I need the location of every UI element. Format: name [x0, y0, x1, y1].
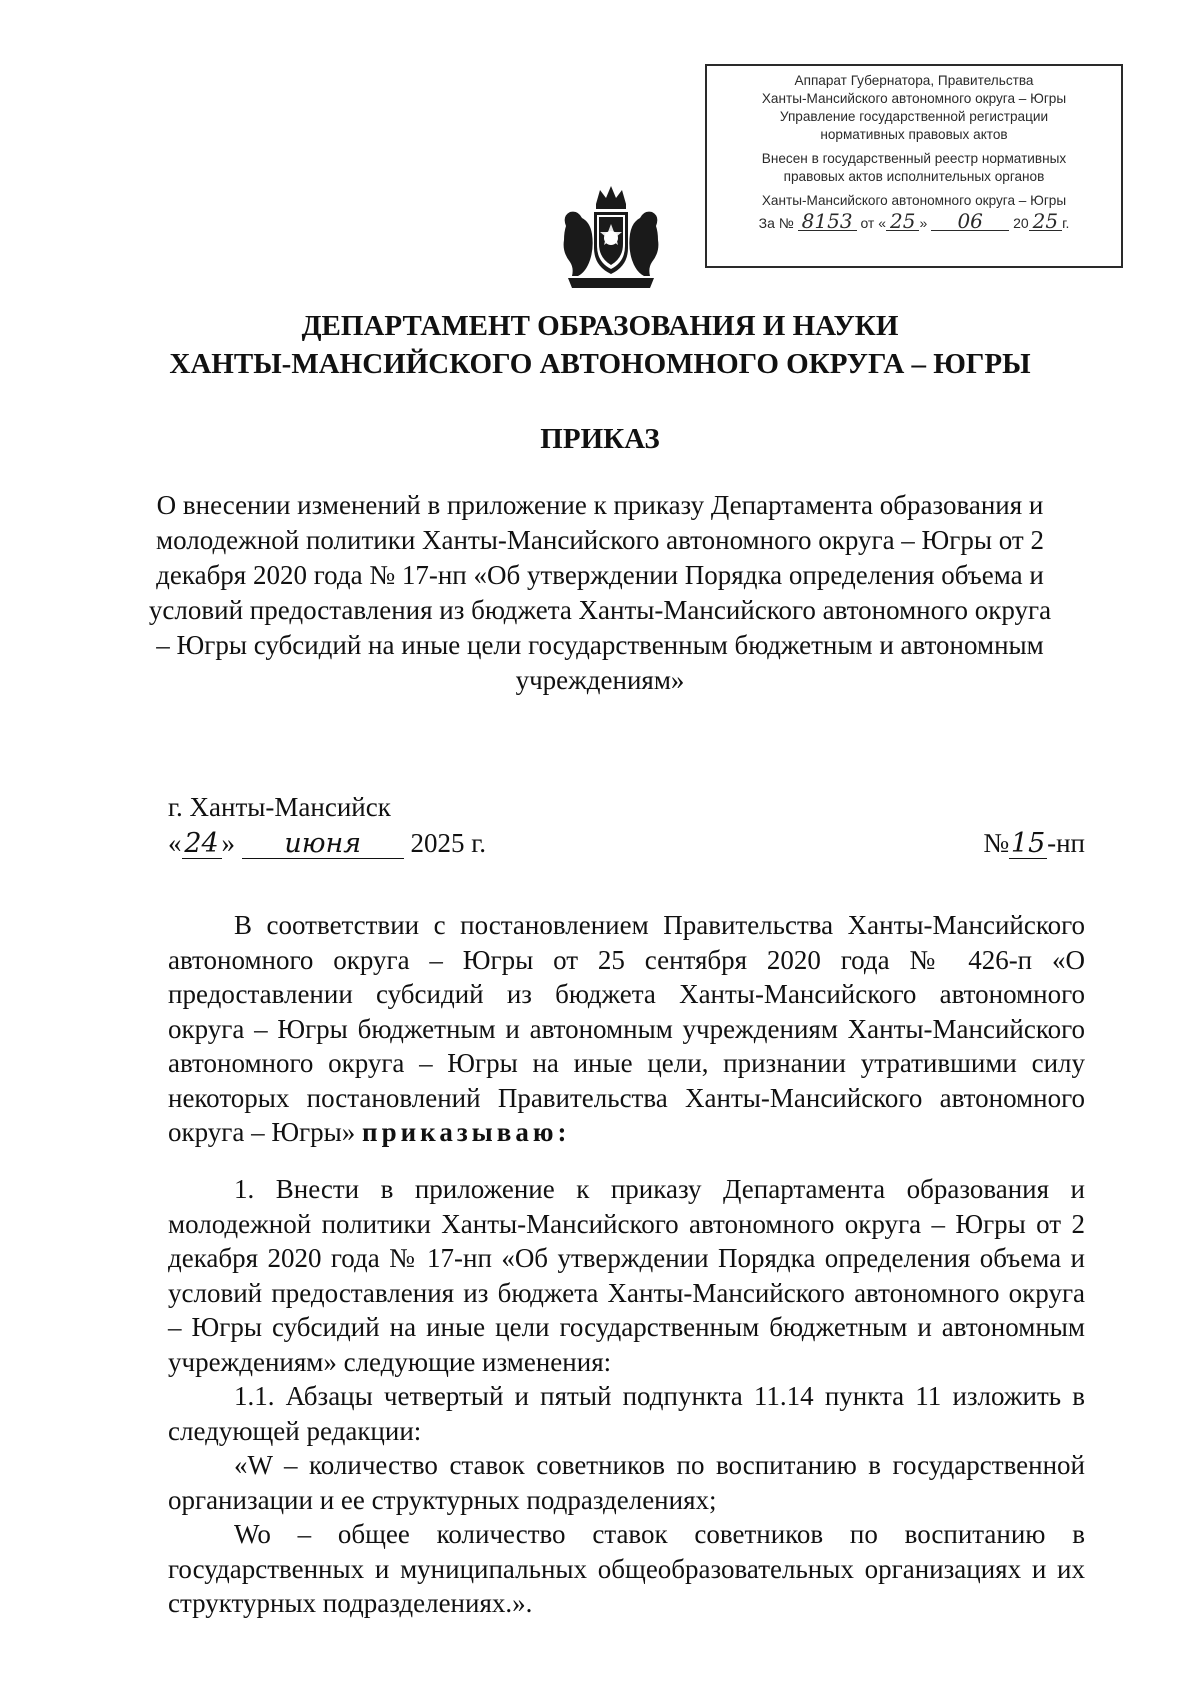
stamp-reg-year-prefix: 20 [1013, 215, 1029, 231]
stamp-line: Аппарат Губернатора, Правительства [794, 73, 1034, 88]
document-subject: О внесении изменений в приложение к приказу Департамента образования и молодежной политики Ханты-Мансийского автономного округа – Югры от 2 декабря 2020 года № 17-нп «Об утверждении Порядка определения объема и условий предоставления из бюджета Ханты-Мансийского автономного округа – Югры субсидий на иные цели государственным бюджетным и автономным учреждениям» [148, 490, 1052, 695]
date-year: 2025 г. [410, 828, 487, 858]
stamp-line: правовых актов исполнительных органов [783, 169, 1045, 184]
stamp-reg-number: 8153 [798, 212, 857, 231]
order-colon: : [557, 1117, 567, 1147]
department-heading [140, 307, 1060, 383]
document-type-title: ПРИКАЗ [540, 423, 660, 455]
number-suffix: -нп [1047, 828, 1085, 858]
document-number [983, 826, 1085, 860]
number-prefix: № [983, 828, 1010, 858]
preamble-paragraph [168, 908, 1085, 1150]
stamp-registry-block [711, 150, 1117, 186]
stamp-reg-quote-close: » [919, 215, 928, 231]
stamp-line: Внесен в государственный реестр нормативных [761, 151, 1067, 166]
item-1-1: 1.1. Абзацы четвертый и пятый подпункта 11.14 пункта 11 изложить в следующей редакции: [168, 1381, 1085, 1446]
date-close-quote: » [221, 828, 235, 858]
stamp-line: Управление государственной регистрации [779, 109, 1049, 124]
preamble-text: В соответствии с постановлением Правительства Ханты-Мансийского автономного округа – Югры от 25 сентября 2020 года № 426-п «О предоставлении субсидий из бюджета Ханты-Мансийского автономного округа – Югры бюджетным и автономным учреждениям Ханты-Мансийского автономного округа – Югры на иные цели, признании утратившими силу некоторых постановлений Правительства Ханты-Мансийского автономного округа – Югры» [168, 910, 1085, 1147]
stamp-reg-from: от « [860, 215, 887, 231]
document-city: г. Ханты-Мансийск [168, 792, 391, 822]
order-items [168, 1172, 1085, 1621]
stamp-reg-year-suffix: 25 [1029, 212, 1062, 231]
stamp-reg-day: 25 [886, 212, 919, 231]
stamp-reg-month: 06 [931, 212, 1009, 231]
document-date [168, 826, 486, 860]
stamp-authority-block [711, 72, 1117, 144]
stamp-reg-prefix: За № [758, 215, 794, 231]
stamp-line: Ханты-Мансийского автономного округа – Югры [761, 91, 1067, 106]
number-value: 15 [1010, 828, 1046, 859]
item-1: 1. Внести в приложение к приказу Департамента образования и молодежной политики Ханты-Мансийского автономного округа – Югры от 2 декабря 2020 года № 17-нп «Об утверждении Порядка определения объема и условий предоставления из бюджета Ханты-Мансийского автономного округа – Югры субсидий на иные цели государственным бюджетным и автономным учреждениям» следующие изменения: [168, 1174, 1085, 1377]
date-month: июня [242, 830, 404, 859]
date-open-quote: « [168, 828, 182, 858]
date-day: 24 [182, 830, 222, 859]
coat-of-arms-icon [556, 182, 666, 294]
registration-stamp [705, 64, 1123, 268]
department-name-line: ДЕПАРТАМЕНТ ОБРАЗОВАНИЯ И НАУКИ [301, 310, 899, 342]
stamp-line: нормативных правовых актов [820, 127, 1008, 142]
order-word: приказываю [362, 1117, 558, 1147]
stamp-line: Ханты-Мансийского автономного округа – Югры [761, 193, 1067, 208]
quote-wo-definition: Wo – общее количество ставок советников по воспитанию в государственных и муниципальных общеобразовательных организациях и их структурных подразделениях.». [168, 1519, 1085, 1618]
quote-w-definition: «W – количество ставок советников по воспитанию в государственной организации и ее структурных подразделениях; [168, 1450, 1085, 1515]
stamp-registration-line [711, 209, 1117, 233]
stamp-reg-year-unit: г. [1062, 215, 1070, 231]
department-region-line: ХАНТЫ-МАНСИЙСКОГО АВТОНОМНОГО ОКРУГА – ЮГРЫ [169, 348, 1031, 380]
